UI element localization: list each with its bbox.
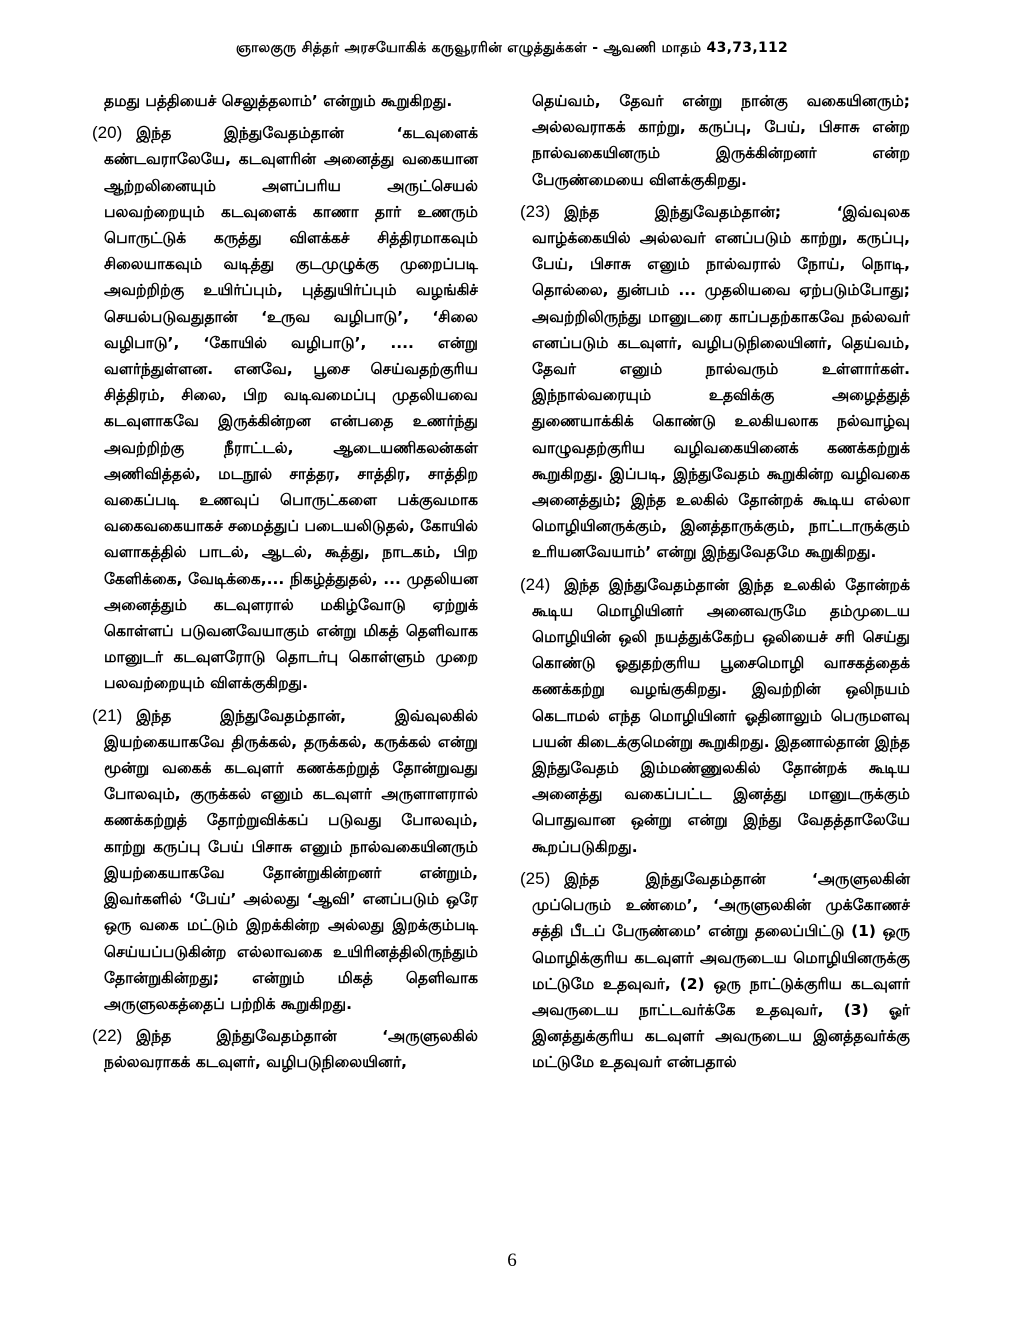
paragraph-number: (21) bbox=[92, 705, 123, 725]
paragraph-text: இந்த இந்துவேதம்தான் இந்த உலகில் தோன்றக் கூடிய மொழியினர் அனைவருமே தம்முடைய மொழியின் ஒலி நயத்துக்கேற்ப ஒலியைச் சரி செய்து கொண்டு ஓதுதற்குரிய பூசைமொழி வாசகத்தைக் கணக்கற்று வழங்குகிறது. இவற்றின் ஒலிநயம் கெடாமல் எந்த மொழியினர் ஓதினாலும் பெருமளவு பயன் கிடைக்குமென்று கூறுகிறது. இதனால்தான் இந்த இந்துவேதம் இம்மண்ணுலகில் தோன்றக் கூடிய அனைத்து வகைப்பட்ட இனத்து மானுடருக்கும் பொதுவான ஒன்று என்று இந்து வேதத்தாலேயே கூறப்படுகிறது. bbox=[532, 575, 910, 856]
numbered-paragraph-25 bbox=[520, 866, 910, 1076]
paragraph-text: இந்த இந்துவேதம்தான் ‘அருளுலகின் முப்பெரும் உண்மை’, ‘அருளுலகின் முக்கோணச் சத்தி பீடப் பேருண்மை’ என்று தலைப்பிட்டு (1) ஒரு மொழிக்குரிய கடவுளர் அவருடைய மொழியினருக்கு மட்டுமே உதவுவர், (2) ஒரு நாட்டுக்குரிய கடவுளர் அவருடைய நாட்டவர்க்கே உதவுவர், (3) ஓர் இனத்துக்குரிய கடவுளர் அவருடைய இனத்தவர்க்கு மட்டுமே உதவுவர் என்பதால் bbox=[532, 869, 910, 1072]
continued-paragraph: தெய்வம், தேவர் என்று நான்கு வகையினரும்; அல்லவராகக் காற்று, கருப்பு, பேய், பிசாசு என்ற நால்வகையினரும் இருக்கின்றனர் என்ற பேருண்மையை விளக்குகிறது. bbox=[532, 92, 910, 189]
left-column bbox=[92, 88, 478, 1082]
paragraph-number: (25) bbox=[520, 868, 551, 888]
numbered-paragraph-23 bbox=[520, 199, 910, 566]
paragraph-number: (23) bbox=[520, 201, 551, 221]
paragraph-number: (24) bbox=[520, 574, 551, 594]
paragraph-text: இந்த இந்துவேதம்தான்; ‘இவ்வுலக வாழ்க்கையில் அல்லவர் எனப்படும் காற்று, கருப்பு, பேய், பிசாசு எனும் நால்வரால் நோய், நொடி, தொல்லை, துன்பம் ... முதலியவை ஏற்படும்போது; அவற்றிலிருந்து மானுடரை காப்பதற்காகவே நல்லவர் எனப்படும் கடவுளர், வழிபடுநிலையினர், தெய்வம், தேவர் எனும் நால்வரும் உள்ளார்கள். இந்நால்வரையும் உதவிக்கு அழைத்துத் துணையாக்கிக் கொண்டு உலகியலாக நல்வாழ்வு வாழுவதற்குரிய வழிவகையினைக் கணக்கற்றுக் கூறுகிறது. இப்படி, இந்துவேதம் கூறுகின்ற வழிவகை அனைத்தும்; இந்த உலகில் தோன்றக் கூடிய எல்லா மொழியினருக்கும், இனத்தாருக்கும், நாட்டாருக்கும் உரியனவேயாம்’ என்று இந்துவேதமே கூறுகிறது. bbox=[532, 202, 910, 562]
paragraph-number: (22) bbox=[92, 1026, 123, 1046]
paragraph-number: (20) bbox=[92, 123, 123, 143]
continued-paragraph: தமது பத்தியைச் செலுத்தலாம்’ என்றும் கூறுகிறது. bbox=[104, 92, 453, 110]
paragraph-text: இந்த இந்துவேதம்தான் ‘கடவுளைக் கண்டவராலேயே, கடவுளரின் அனைத்து வகையான ஆற்றலினையும் அளப்பரிய அருட்செயல் பலவற்றையும் கடவுளைக் காணா தார் உணரும் பொருட்டுக் கருத்து விளக்கச் சித்திரமாகவும் சிலையாகவும் வடித்து குடமுழுக்கு முறைப்படி அவற்றிற்கு உயிர்ப்பும், புத்துயிர்ப்பும் வழங்கிச் செயல்படுவதுதான் ‘உருவ வழிபாடு’, ‘சிலை வழிபாடு’, ‘கோயில் வழிபாடு’, .... என்று வளர்ந்துள்ளன. எனவே, பூசை செய்வதற்குரிய சித்திரம், சிலை, பிற வடிவமைப்பு முதலியவை கடவுளாகவே இருக்கின்றன என்பதை உணர்ந்து அவற்றிற்கு நீராட்டல், ஆடையணிகலன்கள் அணிவித்தல், மடநூல் சாத்தர, சாத்திர, சாத்திற வகைப்படி உணவுப் பொருட்களை பக்குவமாக வகைவகையாகச் சமைத்துப் படையலிடுதல், கோயில் வளாகத்தில் பாடல், ஆடல், கூத்து, நாடகம், பிற கேளிக்கை, வேடிக்கை,... நிகழ்த்துதல், ... முதலியன அனைத்தும் கடவுளரால் மகிழ்வோடு ஏற்றுக் கொள்ளப் படுவனவேயாகும் என்று மிகத் தெளிவாக மானுடர் கடவுளரோடு தொடர்பு கொள்ளும் முறை பலவற்றையும் விளக்குகிறது. bbox=[104, 124, 478, 693]
paragraph-text: இந்த இந்துவேதம்தான், இவ்வுலகில் இயற்கையாகவே திருக்கல், தருக்கல், கருக்கல் என்று மூன்று வகைக் கடவுளர் கணக்கற்றுத் தோன்றுவது போலவும், குருக்கல் எனும் கடவுளர் அருளாளரால் கணக்கற்றுத் தோற்றுவிக்கப் படுவது போலவும், காற்று கருப்பு பேய் பிசாசு எனும் நால்வகையினரும் இயற்கையாகவே தோன்றுகின்றனர் என்றும், இவர்களில் ‘பேய்’ அல்லது ‘ஆவி’ எனப்படும் ஒரே ஒரு வகை மட்டும் இறக்கின்ற அல்லது இறக்கும்படி செய்யப்படுகின்ற எல்லாவகை உயிரினத்திலிருந்தும் தோன்றுகின்றது; என்றும் மிகத் தெளிவாக அருளுலகத்தைப் பற்றிக் கூறுகிறது. bbox=[104, 706, 478, 1013]
numbered-paragraph-21 bbox=[92, 703, 478, 1017]
numbered-paragraph-20 bbox=[92, 120, 478, 696]
paragraph-text: இந்த இந்துவேதம்தான் ‘அருளுலகில் நல்லவராகக் கடவுளர், வழிபடுநிலையினர், bbox=[104, 1027, 478, 1072]
numbered-paragraph-24 bbox=[520, 572, 910, 860]
right-column bbox=[520, 88, 910, 1082]
page-number: 6 bbox=[507, 1250, 517, 1271]
running-header: ஞாலகுரு சித்தர் அரசயோகிக் கருவூரரின் எழுத்துக்கள் - ஆவணி மாதம் 43,73,112 bbox=[235, 40, 789, 56]
numbered-paragraph-22 bbox=[92, 1023, 478, 1075]
